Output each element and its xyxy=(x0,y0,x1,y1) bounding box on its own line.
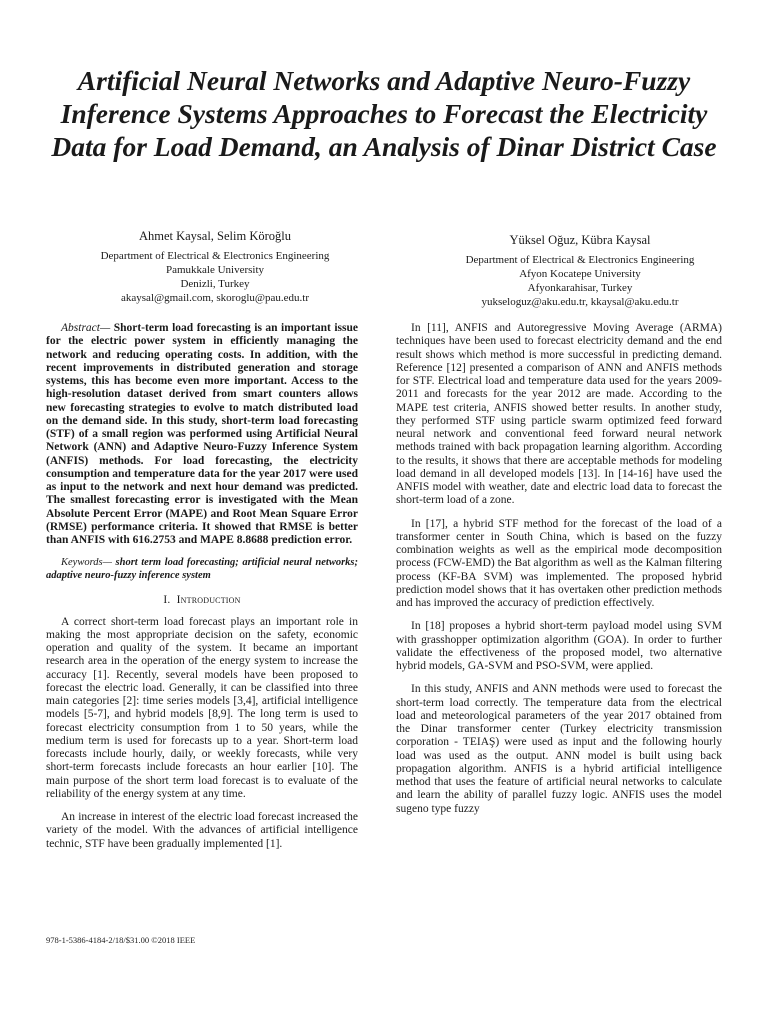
keywords xyxy=(46,557,358,582)
author-email: yukseloguz@aku.edu.tr, kkaysal@aku.edu.tr xyxy=(481,296,679,308)
paragraph: In [17], a hybrid STF method for the forecast of the load of a transformer center in South China, which is based on the fuzzy combination weights as well as the empirical mode decomposition process (FCW-EMD) the Bat algorithm as well as the Kalman filtering process (KF-BA SVM) was implemented. The proposed hybrid prediction model shows that it has overtaken other prediction methods and has improved the accuracy of prediction effectively. xyxy=(396,517,722,609)
paragraph: A correct short-term load forecast plays an important role in making the most appropriate decision on the safety, economic operation and quality of the system. It became an important research area in the operation of the energy system to increase the accuracy [1]. Recently, several models have been proposed to forecast the electric load. Generally, it can be classified into three main categories [2]: time series models [3,4], artificial intelligence models [5-7], and hybrid models [8,9]. The long term is used to forecast electricity consumption from 1 to 50 years, while the medium term is used for forecasts up to a year. Short-term load forecasts include hourly, daily, or weekly forecasts, while very short-term forecasts include forecasts an hour earlier [10]. The main purpose of the short term load forecast is to evaluate of the reliability of the energy system at any time. xyxy=(46,615,358,800)
paragraph: An increase in interest of the electric load forecast increased the variety of the model. With the advances of artificial intelligence technic, STF have been gradually implemented [1]. xyxy=(46,811,358,850)
section-title: Introduction xyxy=(176,594,241,607)
section-number: I. xyxy=(163,594,171,607)
section-heading xyxy=(46,594,358,607)
paper-title: Artificial Neural Networks and Adaptive Neuro-Fuzzy Inference Systems Approaches to Forecast the Electricity Data for Load Demand, an Analysis of Dinar District Case xyxy=(51,65,717,162)
keywords-label: Keywords— xyxy=(61,557,112,569)
paragraph: In [11], ANFIS and Autoregressive Moving Average (ARMA) techniques have been used to forecast electricity demand and the end result shows which method is more successful in predicting demand. Reference [12] presented a comparison of ANN and ANFIS methods for STF. Electrical load and temperature data used for the years 2009-2011 and forecasts for the year 2012 are made. According to the MAPE test criteria, ANFIS showed better results. In another study, they performed STF using particle swarm optimized feed forward neural network and conventional feed forward neural network methods trained with back propagation learning algorithm. According to the results, it shows that there are acceptable methods for modeling load demand in all developed models [13]. In [14-16] have used the ANFIS model with weather, date and electric load data to forecast the short-term load of a zone. xyxy=(396,322,722,507)
author-block-left xyxy=(50,229,380,305)
author-department: Department of Electrical & Electronics Engineering xyxy=(100,250,330,262)
abstract xyxy=(46,322,358,547)
author-city: Afyonkarahisar, Turkey xyxy=(527,282,633,294)
keywords-text: short term load forecasting; artificial neural networks; adaptive neuro-fuzzy inference system xyxy=(46,557,358,581)
author-department: Department of Electrical & Electronics Engineering xyxy=(465,254,695,266)
paragraph: In [18] proposes a hybrid short-term payload model using SVM with grasshopper optimization algorithm (GOA). In order to further validate the effectiveness of the proposed model, two alternative hybrid models, GA-SVM and PSO-SVM, were applied. xyxy=(396,620,722,672)
left-column xyxy=(46,322,358,861)
author-city: Denizli, Turkey xyxy=(180,278,250,290)
author-names: Ahmet Kaysal, Selim Köroğlu xyxy=(138,229,292,243)
author-block-right xyxy=(415,233,745,309)
author-university: Afyon Kocatepe University xyxy=(519,268,641,280)
author-names: Yüksel Oğuz, Kübra Kaysal xyxy=(509,233,651,247)
abstract-label: Abstract— xyxy=(61,322,111,334)
right-column xyxy=(396,322,722,826)
author-university: Pamukkale University xyxy=(165,264,265,276)
paragraph: In this study, ANFIS and ANN methods were used to forecast the short-term load correctly. The temperature data from the electrical load and meteorological parameters of the year 2017 obtained from the Dinar transformer center (Turkey electricity transmission corporation - TEIAŞ) were used as input and the following hourly load was used as the output. ANN model is built using back propagation algorithm. ANFIS is a hybrid artificial intelligence method that uses the feature of artificial neural networks to calculate and learn the ability of parallel fuzzy logic. ANFIS uses the model sugeno type fuzzy xyxy=(396,683,722,815)
author-email: akaysal@gmail.com, skoroglu@pau.edu.tr xyxy=(121,292,309,304)
copyright-footer: 978-1-5386-4184-2/18/$31.00 ©2018 IEEE xyxy=(46,935,196,945)
abstract-text: Short-term load forecasting is an important issue for the electric power system in efficiently managing the network and reducing operating costs. In addition, with the recent improvements in distributed generation and storage systems, this has become even more important. Access to the high-resolution dataset derived from smart counters allows new forecasting strategies to evolve to match distributed load on the demand side. In this study, short-term load forecasting (STF) of a small region was performed using Artificial Neural Network (ANN) and Adaptive Neuro-Fuzzy Inference System (ANFIS) methods. For load forecasting, the electricity consumption and temperature data for the year 2017 were used as input to the network and next hour demand was predicted. The smallest forecasting error is investigated with the Mean Absolute Percent Error (MAPE) and Root Mean Square Error (RMSE) performance criteria. It showed that RMSE is better than ANFIS with 616.2753 and MAPE 8.8688 prediction error. xyxy=(46,322,359,546)
